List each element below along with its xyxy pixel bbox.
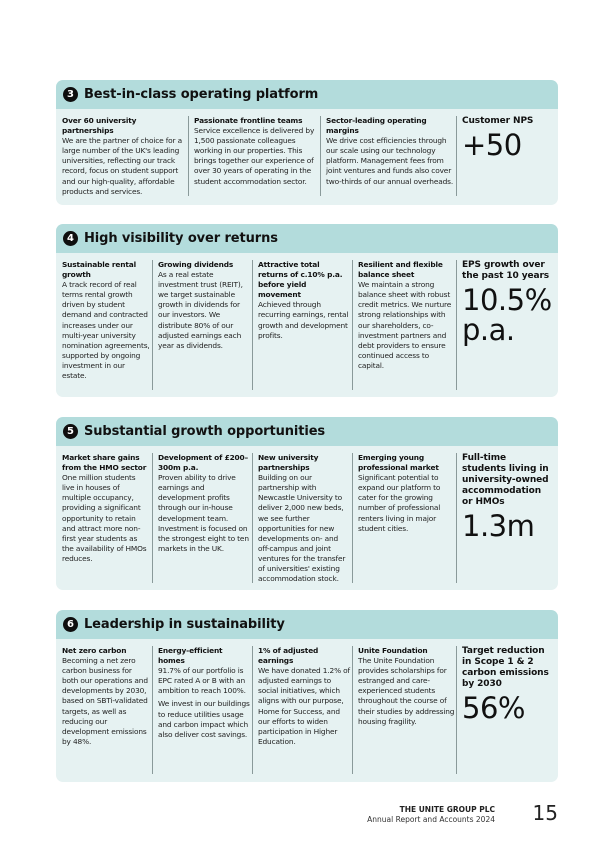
column-heading: Development of £200–300m p.a. (158, 453, 249, 473)
column-text: Building on our partnership with Newcastle University to deliver 2,000 new beds, we see further opportunities for new developments on- and off-campus and joint ventures for the transfer of universities' existing accommodation stock. (258, 473, 346, 584)
column-heading: New university partnerships (258, 453, 319, 473)
column (252, 646, 350, 774)
stat-column (456, 116, 552, 196)
section-title: Best-in-class operating platform (84, 87, 319, 102)
column (152, 260, 250, 390)
column (62, 116, 186, 196)
column-text: Proven ability to drive earnings and development profits through our in-house development team. Investment is focused on the strongest eight to ten markets in the UK. (158, 473, 249, 553)
section-title: Leadership in sustainability (84, 617, 285, 632)
section-body (56, 639, 558, 782)
column (188, 116, 320, 196)
column-text: Achieved through recurring earnings, rental growth and development profits. (258, 300, 349, 340)
section-sustainability (56, 610, 558, 782)
section-header (56, 610, 558, 639)
column (320, 116, 456, 196)
column-text: The Unite Foundation provides scholarships for estranged and care-experienced students throughout the course of their studies by addressing housing fragility. (358, 656, 455, 726)
section-number-badge: 4 (63, 231, 78, 246)
stat-column (456, 646, 552, 774)
column-text: We drive cost efficiencies through our scale using our technology platform. Management fees from joint ventures and funds also cover two-thirds of our annual overheads. (326, 136, 454, 186)
column-heading: Growing dividends (158, 260, 234, 269)
section-number-badge: 6 (63, 617, 78, 632)
column-text: A track record of real terms rental growth driven by student demand and contracted increases under our multi-year university nomination agreements, supported by ongoing investment in our estate. (62, 280, 150, 381)
stat-value: 10.5% p.a. (462, 283, 552, 347)
section-title: Substantial growth opportunities (84, 424, 326, 439)
stat-column (456, 260, 552, 390)
stat-label: Target reduction in Scope 1 & 2 carbon emissions by 2030 (462, 646, 549, 689)
column-heading: Market share gains from the HMO sector (62, 453, 147, 473)
column-heading: Passionate frontline teams (194, 116, 303, 125)
stat-label: Customer NPS (462, 116, 534, 126)
section-body (56, 109, 558, 205)
column-heading: Sector-leading operating margins (326, 116, 427, 136)
column-heading: Net zero carbon (62, 646, 127, 655)
column-heading: Emerging young professional market (358, 453, 439, 473)
column (152, 646, 250, 774)
column (152, 453, 250, 583)
column-text: Becoming a net zero carbon business for both our operations and developments by 2030, based on SBTi-validated targets, as well as reducing our development emissions by 48%. (62, 656, 148, 746)
column-heading: Attractive total returns of c.10% p.a. before yield movement (258, 260, 343, 300)
stat-label: EPS growth over the past 10 years (462, 260, 550, 281)
column-text: As a real estate investment trust (REIT), we target sustainable growth in dividends for our investors. We distribute 80% of our adjusted earnings each year as dividends. (158, 270, 243, 350)
column (352, 646, 456, 774)
column-heading: Energy-efficient homes (158, 646, 223, 666)
section-header (56, 224, 558, 253)
stat-value: +50 (462, 128, 522, 162)
stat-value: 56% (462, 691, 525, 725)
column-text: We invest in our buildings to reduce utilities usage and carbon impact which also deliver cost savings. (158, 699, 250, 739)
section-high-visibility (56, 224, 558, 397)
column-heading: Unite Foundation (358, 646, 428, 655)
section-number-badge: 3 (63, 87, 78, 102)
column-text: We maintain a strong balance sheet with robust credit metrics. We nurture strong relationships with our shareholders, co-investment partners and debt providers to ensure continued access to capital. (358, 280, 452, 370)
column-text: We are the partner of choice for a large number of the UK's leading universities, reflecting our track record, focus on student support and our high-quality, affordable products and services. (62, 136, 183, 196)
column-heading: 1% of adjusted earnings (258, 646, 319, 666)
section-header (56, 417, 558, 446)
column (62, 260, 150, 390)
column (252, 260, 350, 390)
stat-column (456, 453, 552, 583)
section-title: High visibility over returns (84, 231, 278, 246)
section-body (56, 253, 558, 397)
column-text: Service excellence is delivered by 1,500 passionate colleagues working in our properties. This brings together our experience of over 30 years of operating in the student accommodation sector. (194, 126, 315, 186)
footer-report-title: Annual Report and Accounts 2024 (367, 815, 495, 824)
column (352, 260, 456, 390)
column-heading: Resilient and flexible balance sheet (358, 260, 443, 280)
section-number-badge: 5 (63, 424, 78, 439)
column-text: 91.7% of our portfolio is EPC rated A or B with an ambition to reach 100%. (158, 666, 246, 696)
column-heading: Sustainable rental growth (62, 260, 136, 280)
column (352, 453, 456, 583)
section-growth-opportunities (56, 417, 558, 590)
section-body (56, 446, 558, 590)
column-text: We have donated 1.2% of adjusted earnings to social initiatives, which aligns with our purpose, Home for Success, and our efforts to widen participation in Higher Education. (258, 666, 350, 746)
column-heading: Over 60 university partnerships (62, 116, 137, 136)
stat-label: Full-time students living in university-owned accommodation or HMOs (462, 453, 549, 507)
footer-company-name: THE UNITE GROUP PLC (399, 805, 495, 814)
column (252, 453, 350, 583)
column (62, 646, 150, 774)
section-header (56, 80, 558, 109)
column (62, 453, 150, 583)
column-text: One million students live in houses of multiple occupancy, providing a significant opportunity to retain and attract more non-first year students as the availability of HMOs reduces. (62, 473, 147, 563)
page-number: 15 (532, 801, 558, 825)
column-text: Significant potential to expand our platform to cater for the growing number of professional renters living in major student cities. (358, 473, 441, 533)
stat-value: 1.3m (462, 509, 535, 543)
section-best-in-class (56, 80, 558, 205)
